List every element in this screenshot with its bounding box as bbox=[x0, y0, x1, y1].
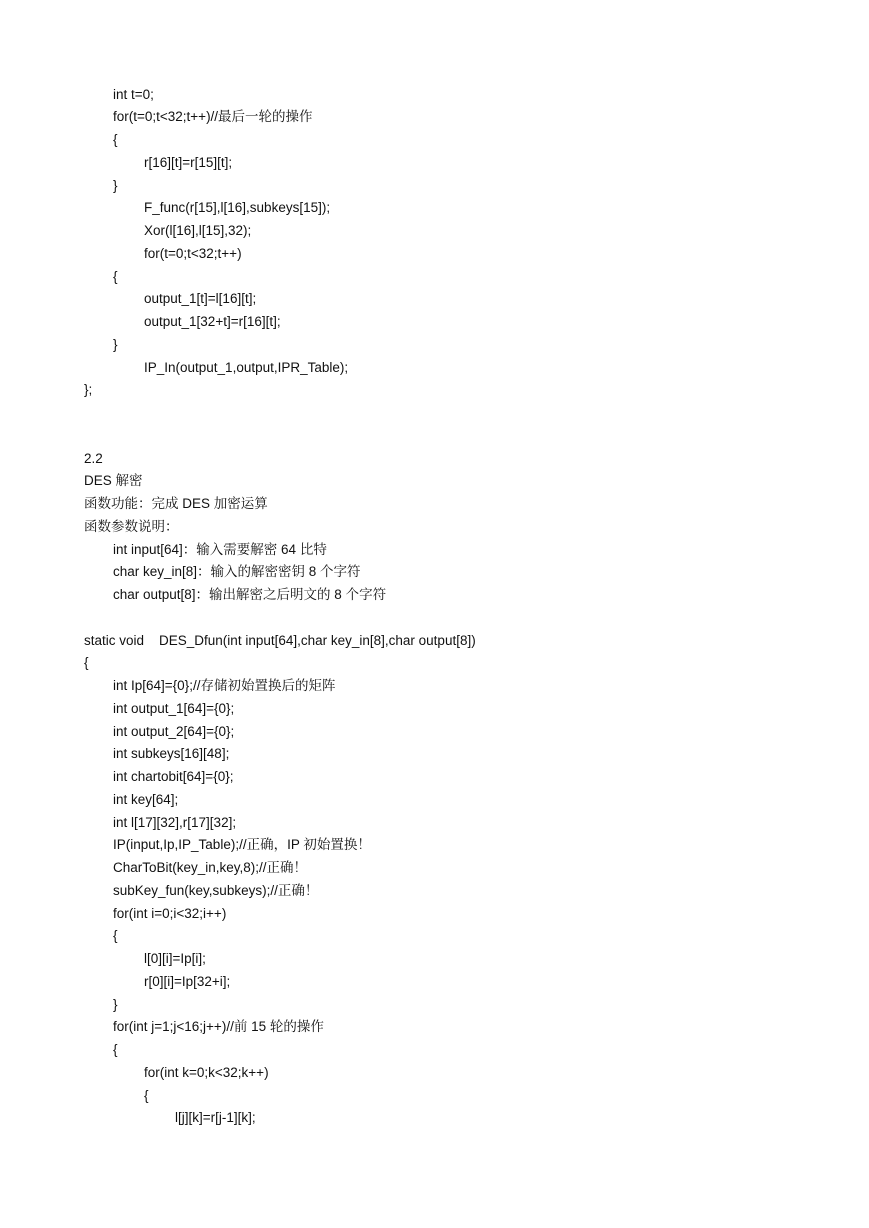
code-line: { bbox=[113, 269, 118, 284]
code-line: r[16][t]=r[15][t]; bbox=[144, 155, 233, 170]
code-line: for(int k=0;k<32;k++) bbox=[144, 1065, 269, 1080]
code-line: IP_In(output_1,output,IPR_Table); bbox=[144, 360, 349, 375]
code-line: { bbox=[84, 655, 89, 670]
code-line: subKey_fun(key,subkeys);//正确！ bbox=[113, 883, 319, 898]
function-signature: static void DES_Dfun(int input[64],char key_in[8],char output[8]) bbox=[84, 633, 476, 648]
code-line: int t=0; bbox=[113, 87, 154, 102]
code-line: { bbox=[144, 1088, 149, 1103]
function-purpose: 函数功能：完成 DES 加密运算 bbox=[84, 496, 268, 511]
code-line: for(int j=1;j<16;j++)//前 15 轮的操作 bbox=[113, 1019, 324, 1034]
code-line: for(int i=0;i<32;i++) bbox=[113, 906, 227, 921]
code-line: l[j][k]=r[j-1][k]; bbox=[175, 1110, 256, 1125]
code-line: output_1[32+t]=r[16][t]; bbox=[144, 314, 281, 329]
code-line: l[0][i]=Ip[i]; bbox=[144, 951, 206, 966]
code-line: int subkeys[16][48]; bbox=[113, 746, 230, 761]
code-line: IP(input,Ip,IP_Table);//正确，IP 初始置换！ bbox=[113, 837, 371, 852]
param-line: int input[64]：输入需要解密 64 比特 bbox=[113, 542, 327, 557]
param-heading: 函数参数说明： bbox=[84, 519, 179, 534]
code-line: for(t=0;t<32;t++) bbox=[144, 246, 242, 261]
code-line: int key[64]; bbox=[113, 792, 179, 807]
param-line: char key_in[8]：输入的解密密钥 8 个字符 bbox=[113, 564, 361, 579]
code-line: int output_1[64]={0}; bbox=[113, 701, 235, 716]
code-line: int output_2[64]={0}; bbox=[113, 724, 235, 739]
code-line: CharToBit(key_in,key,8);//正确！ bbox=[113, 860, 308, 875]
section-number: 2.2 bbox=[84, 451, 103, 466]
code-line: } bbox=[113, 997, 118, 1012]
section-title: DES 解密 bbox=[84, 473, 143, 488]
code-line: { bbox=[113, 1042, 118, 1057]
code-line: F_func(r[15],l[16],subkeys[15]); bbox=[144, 200, 331, 215]
code-line: int l[17][32],r[17][32]; bbox=[113, 815, 237, 830]
code-line: r[0][i]=Ip[32+i]; bbox=[144, 974, 231, 989]
code-line: }; bbox=[84, 382, 93, 397]
code-line: } bbox=[113, 337, 118, 352]
code-line: output_1[t]=l[16][t]; bbox=[144, 291, 257, 306]
code-line: { bbox=[113, 132, 118, 147]
code-line: { bbox=[113, 928, 118, 943]
code-line: } bbox=[113, 178, 118, 193]
param-line: char output[8]：输出解密之后明文的 8 个字符 bbox=[113, 587, 387, 602]
code-line: Xor(l[16],l[15],32); bbox=[144, 223, 252, 238]
code-line: int chartobit[64]={0}; bbox=[113, 769, 234, 784]
code-line: for(t=0;t<32;t++)//最后一轮的操作 bbox=[113, 109, 313, 124]
code-line: int Ip[64]={0};//存储初始置换后的矩阵 bbox=[113, 678, 336, 693]
